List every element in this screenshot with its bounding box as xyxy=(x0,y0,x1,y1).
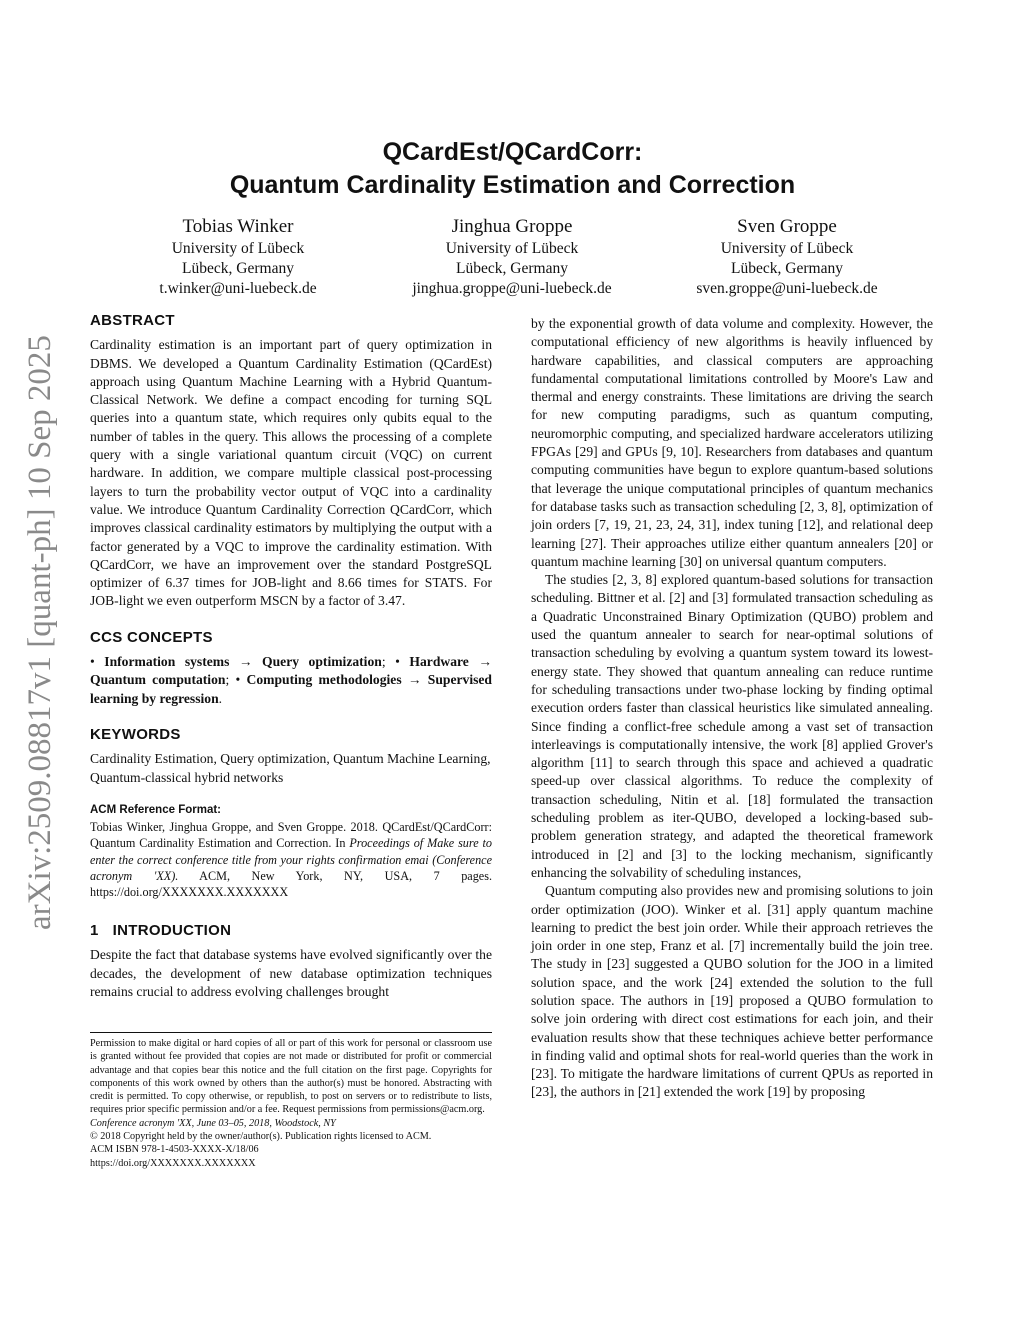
ccs-bullet: • xyxy=(90,654,95,670)
section-number: 1 xyxy=(90,922,99,940)
ccs-bullet: • xyxy=(235,672,241,688)
left-column xyxy=(90,312,492,1001)
acm-reference-part: Tobias Winker, Jinghua Groppe, and Sven Groppe. 2018. QCardEst/QCardCorr: Quantum Cardinality Estimation and Correction. In xyxy=(90,820,492,851)
author-name: Sven Groppe xyxy=(737,216,837,237)
intro-paragraph-1: by the exponential growth of data volume and complexity. However, the computational efficiency of new algorithms is heavily influenced by hardware capabilities, and classical computers are approaching fundamental computational limitations controlled by Moore's Law and thermal and energy constraints. These limitations are driving the search for new computing paradigms, such as quantum computing, neuromorphic computing, and specialized hardware accelerators utilizing FPGAs [29] and GPUs [9, 10]. Researchers from databases and quantum computing communities have begun to explore quantum-based solutions that leverage the unique computational principles of quantum mechanics for database tasks such as transaction scheduling [2, 3, 8], optimization of join orders [7, 19, 21, 23, 24, 31], index tuning [12], and relational deep learning [27]. Their approaches utilize either quantum annealers [20] or quantum machine learning [30] on universal quantum computers. xyxy=(531,316,933,569)
ccs-concepts: • Information systems → Query optimization; • Hardware → Quantum computation; • Computing methodologies → Supervised learning by regression. xyxy=(90,654,492,706)
acm-reference-part: ACM, New York, NY, USA, 7 pages. https://doi.org/XXXXXXX.XXXXXXX xyxy=(90,868,493,899)
abstract-text: Cardinality estimation is an important part of query optimization in DBMS. We developed a Quantum Cardinality Estimation (QCardEst) approach using Quantum Machine Learning with a Hybrid Quantum-Classical Network. We define a compact encoding for turning SQL queries into a quantum state, which requires only qubits equal to the number of tables in the query. This allows the processing of a complete query with a single variational quantum circuit (VQC) on current hardware. In addition, we compare multiple classical post-processing layers to turn the probability vector output of VQC into a cardinality value. We introduce Quantum Cardinality Correction QCardCorr, which improves classical cardinality estimators by multiplying the output with a factor generated by a VQC to improve the cardinality estimation. With QCardCorr, we have an improvement over the standard PostgreSQL optimizer of 6.37 times for JOB-light and 8.66 times for STATS. For JOB-light we even outperform MSCN by a factor of 3.47. xyxy=(90,337,492,609)
author-location: Lübeck, Germany xyxy=(456,260,568,277)
author-email: sven.groppe@uni-luebeck.de xyxy=(696,280,878,297)
ccs-category: Information systems xyxy=(104,654,230,670)
isbn-line: ACM ISBN 978-1-4503-XXXX-X/18/06 xyxy=(90,1144,259,1156)
author-location: Lübeck, Germany xyxy=(731,260,843,277)
author-1 xyxy=(98,215,378,299)
author-location: Lübeck, Germany xyxy=(182,260,294,277)
ccs-category: Hardware xyxy=(409,654,469,670)
author-email: t.winker@uni-luebeck.de xyxy=(159,280,317,297)
author-affiliation: University of Lübeck xyxy=(171,240,305,257)
permission-notice: Permission to make digital or hard copies of all or part of this work for personal or classroom use is granted without fee provided that copies are not made or distributed for profit or commercial advantage and that copies bear this notice and the full citation on the first page. Copyrights for components of this work owned by others than the author(s) must be honored. Abstracting with credit is permitted. To copy otherwise, or republish, to post on servers or to redistribute to lists, requires prior specific permission and/or a fee. Request permissions from permissions@acm.org. xyxy=(90,1038,492,1116)
paper-title xyxy=(90,136,935,202)
keywords-heading: KEYWORDS xyxy=(90,725,181,743)
author-2 xyxy=(372,215,652,299)
keywords-text: Cardinality Estimation, Query optimization, Quantum Machine Learning, Quantum-classical hybrid networks xyxy=(90,751,491,785)
footnote-divider xyxy=(90,1032,492,1033)
author-affiliation: University of Lübeck xyxy=(445,240,579,257)
intro-heading xyxy=(90,922,492,940)
doi-line: https://doi.org/XXXXXXX.XXXXXXX xyxy=(90,1157,256,1169)
conference-info: Conference acronym 'XX, June 03–05, 2018, Woodstock, NY xyxy=(90,1117,336,1129)
author-name: Jinghua Groppe xyxy=(451,216,573,237)
author-3 xyxy=(647,215,927,299)
acm-reference-proceedings: Proceedings of Make sure to enter the correct conference title from your rights confirmation emai (Conference acronym 'XX). xyxy=(90,836,492,883)
author-email: jinghua.groppe@uni-luebeck.de xyxy=(412,280,612,297)
intro-paragraph-left: Despite the fact that database systems have evolved significantly over the decades, the development of new database optimization techniques remains crucial to address evolving challenges brought xyxy=(90,947,492,1000)
title-line-2: Quantum Cardinality Estimation and Correction xyxy=(229,171,796,199)
author-affiliation: University of Lübeck xyxy=(720,240,854,257)
title-line-1: QCardEst/QCardCorr: xyxy=(382,138,643,166)
ccs-topic: Query optimization xyxy=(262,654,382,670)
ccs-arrow: → xyxy=(407,672,422,688)
section-title: INTRODUCTION xyxy=(112,922,232,940)
ccs-heading: CCS CONCEPTS xyxy=(90,628,213,646)
ccs-arrow: → xyxy=(478,654,492,670)
copyright-line: © 2018 Copyright held by the owner/author(s). Publication rights licensed to ACM. xyxy=(90,1131,432,1143)
ccs-topic: Quantum computation xyxy=(90,672,226,688)
ccs-topic: Supervised learning by regression xyxy=(90,672,492,706)
acm-reference-heading: ACM Reference Format: xyxy=(90,803,221,816)
ccs-category: Computing methodologies xyxy=(246,672,402,688)
arxiv-stamp: arXiv:2509.08817v1 [quant-ph] 10 Sep 2025 xyxy=(22,335,58,930)
intro-paragraph-2: The studies [2, 3, 8] explored quantum-based solutions for transaction scheduling. Bittner et al. [2] and [3] formulated transaction scheduling as a Quadratic Unconstrained Binary Optimization (QUBO) problem and used the quantum annealer to search for near-optimal solutions of transaction scheduling by evolving a quantum system toward its lowest-energy state. They showed that quantum annealing can reduce runtime for scheduling transactions under two-phase locking by finding optimal execution orders faster than classical heuristics like simulated annealing. Since finding a conflict-free schedule among a vast set of transaction interleavings is computationally intensive, the work [8] applied Grover's algorithm [11] to search through this space and achieved a quadratic speed-up over classical algorithms. To reduce the complexity of transaction scheduling, Nitin et al. [18] formulated the transaction scheduling problem as iter-QUBO, developed a locking-based sub-problem generation strategy, and adapted the theoretical framework introduced in [2] and [3] to the locking mechanism, significantly enhancing the solvability of scheduling instances, xyxy=(531,572,933,880)
acm-reference-text xyxy=(90,819,492,900)
copyright-footnote xyxy=(90,1037,492,1170)
ccs-arrow: → xyxy=(238,654,253,670)
right-column xyxy=(531,315,933,1102)
ccs-bullet: • xyxy=(395,654,400,670)
author-name: Tobias Winker xyxy=(182,216,294,237)
intro-paragraph-3: Quantum computing also provides new and promising solutions to join order optimization (JOO). Winker et al. [31] apply quantum machine learning to predict the best join order. While their approach retrieves the join order in one step, Franz et al. [7] incrementally build the join tree. The study in [23] suggested a QUBO solution for the JOO in a limited solution space, and the work [24] extended the solution to the full solution space. The authors in [19] proposed a QUBO formulation to solve join ordering with direct cost estimations for each join, and their evaluation results show that these techniques achieve better performance in finding valid and optimal shots for real-world queries than the work in [23]. To mitigate the hardware limitations of current QPUs as reported in [23], the authors in [21] extended the work [19] by proposing xyxy=(531,883,933,1100)
abstract-heading: ABSTRACT xyxy=(90,312,175,329)
